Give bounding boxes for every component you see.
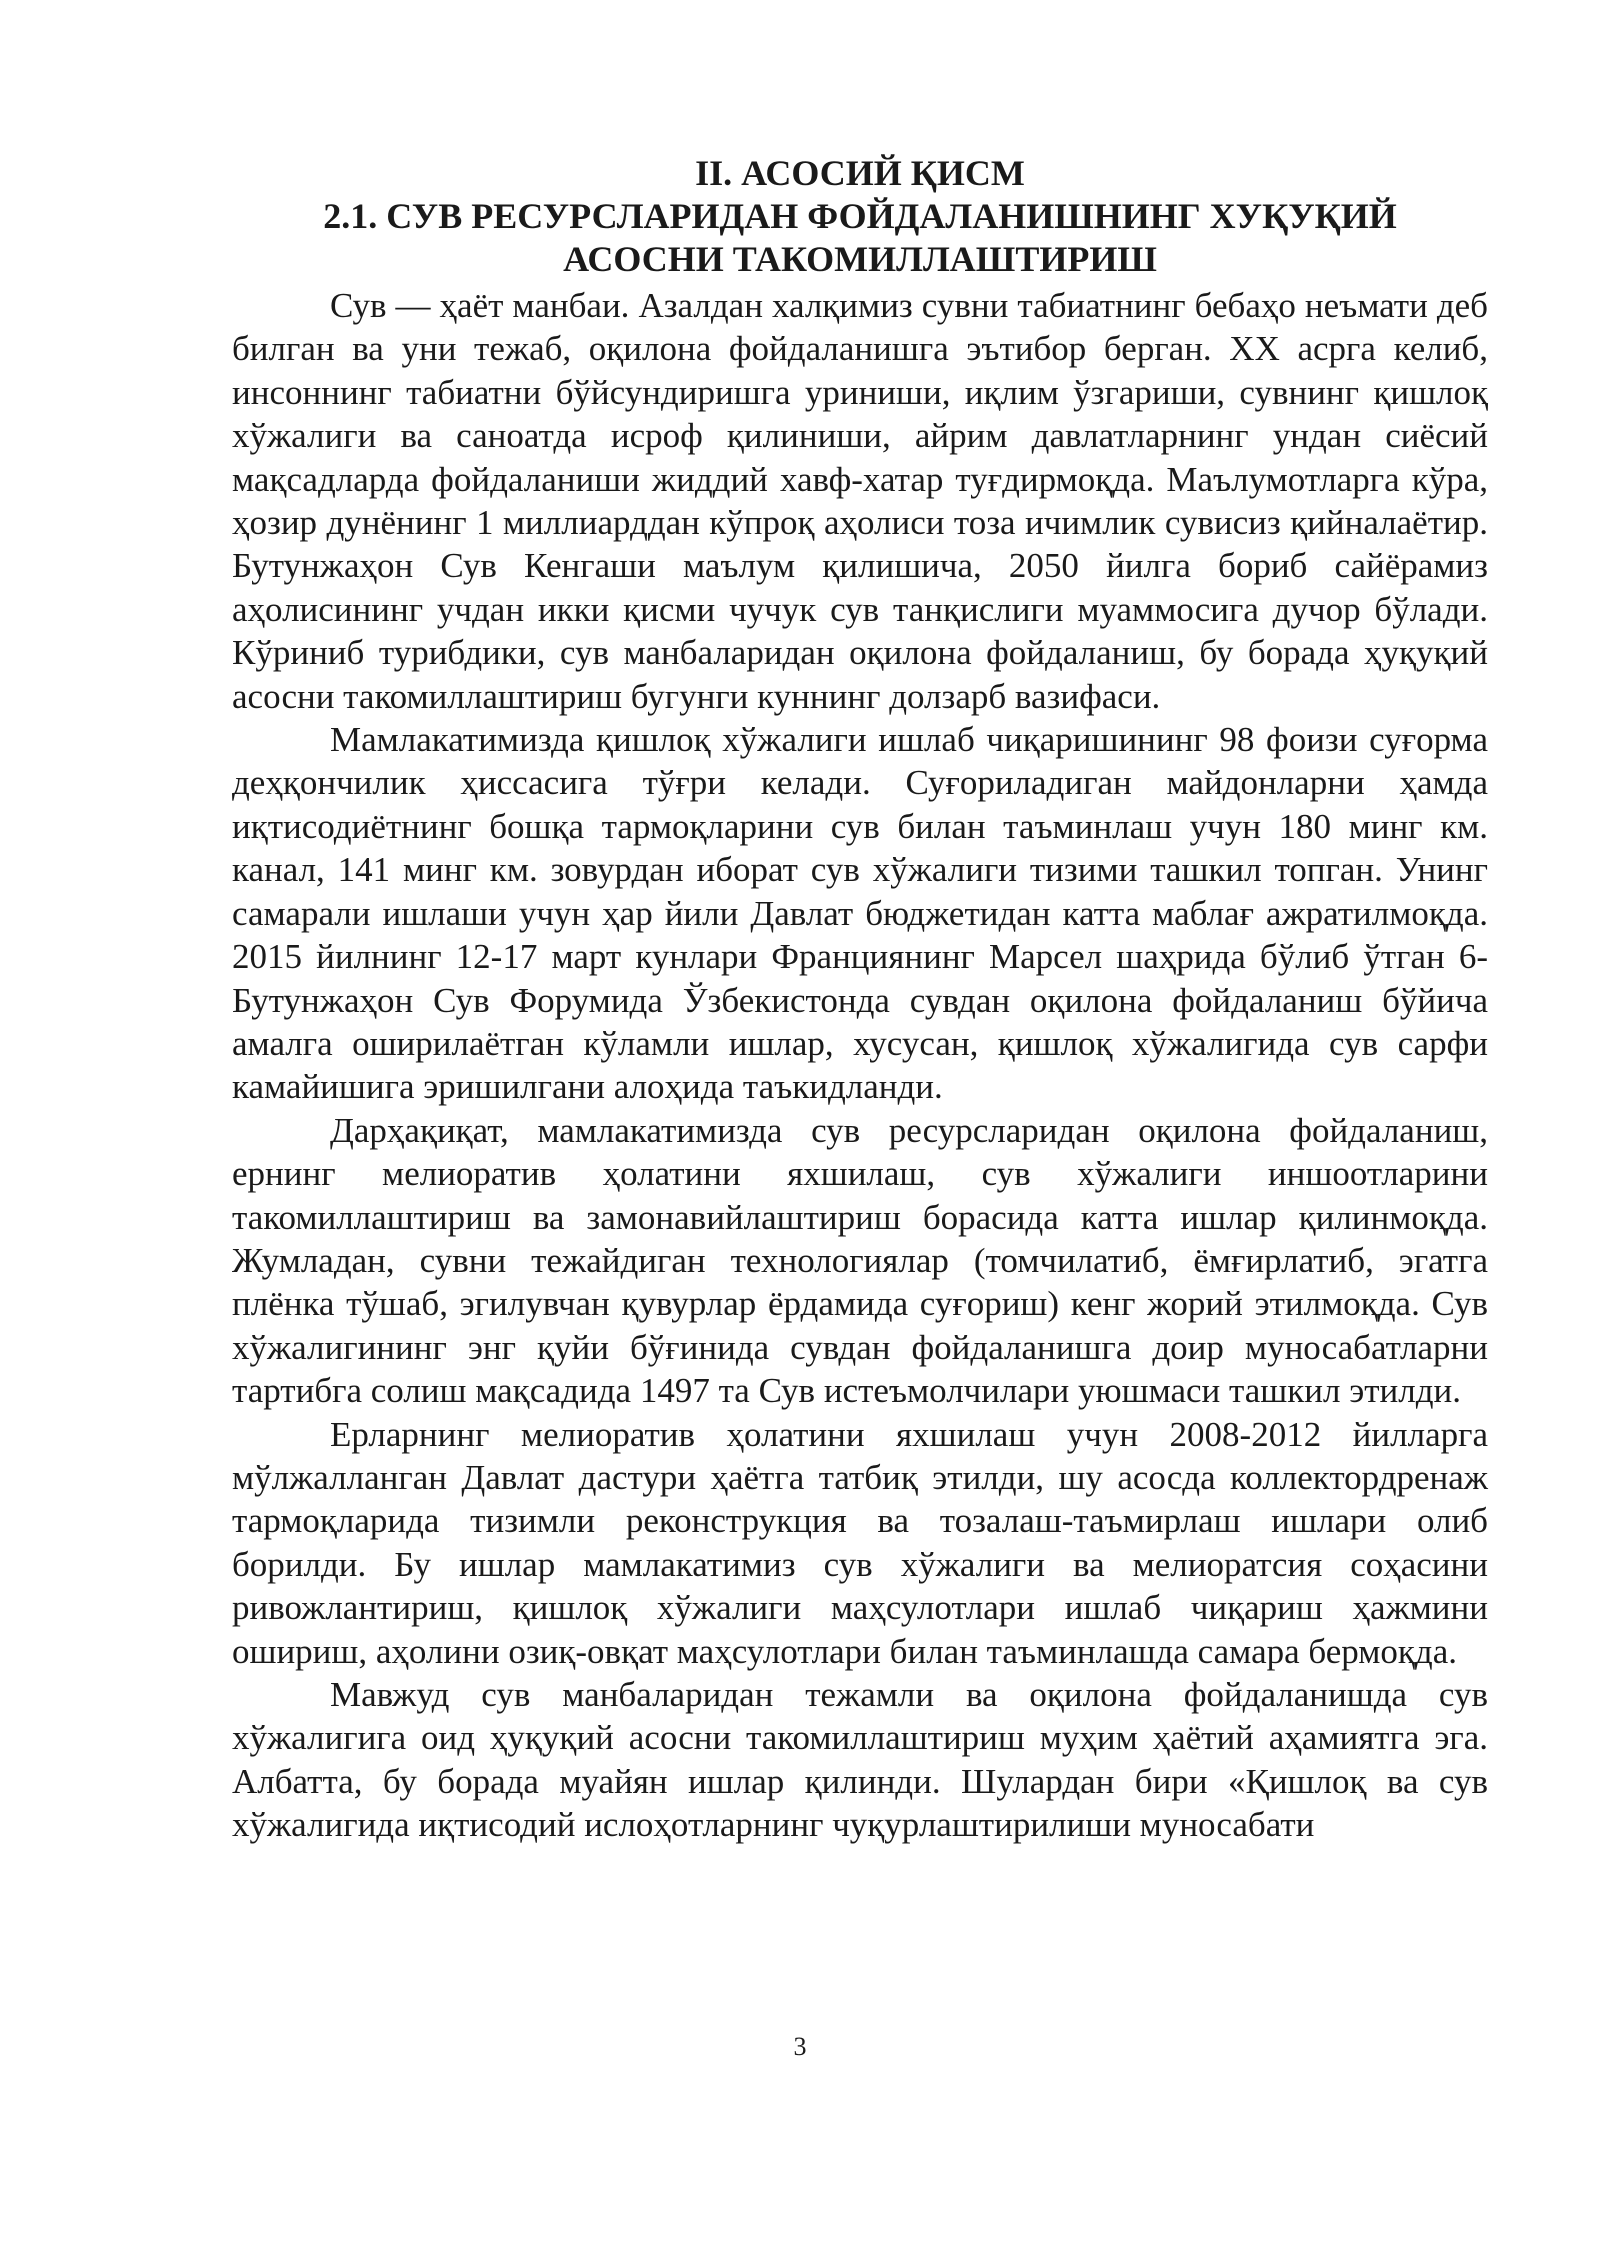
- chapter-title: II. АСОСИЙ ҚИСМ: [695, 153, 1025, 193]
- section-title-line-1: 2.1. СУВ РЕСУРСЛАРИДАН ФОЙДАЛАНИШНИНГ ХУҚУҚИЙ: [323, 196, 1397, 236]
- paragraph-1: Сув — ҳаёт манбаи. Азалдан халқимиз сувни табиатнинг бебаҳо неъмати деб билган ва уни тежаб, оқилона фойдаланишга эътибор берган. XX асрга келиб, инсоннинг табиатни бўйсундиришга уриниши, иқлим ўзгариши, сувнинг қишлоқ хўжалиги ва саноатда исроф қилиниши, айрим давлатларнинг ундан сиёсий мақсадларда фойдаланиши жиддий хавф-хатар туғдирмоқда. Маълумотларга кўра, ҳозир дунёнинг 1 миллиарддан кўпроқ аҳолиси тоза ичимлик сувисиз қийналаётир. Бутунжаҳон Сув Кенгаши маълум қилишича, 2050 йилга бориб сайёрамиз аҳолисининг учдан икки қисми чучук сув танқислиги муаммосига дучор бўлади. Кўриниб турибдики, сув манбаларидан оқилона фойдаланиш, бу борада ҳуқуқий асосни такомиллаштириш бугунги куннинг долзарб вазифаси.: [232, 286, 1488, 716]
- page-number: 3: [793, 2032, 807, 2061]
- paragraph-3: Дарҳақиқат, мамлакатимизда сув ресурсларидан оқилона фойдаланиш, ернинг мелиоратив ҳолатини яхшилаш, сув хўжалиги иншоотларини такомиллаштириш ва замонавийлаштириш борасида катта ишлар қилинмоқда. Жумладан, сувни тежайдиган технологиялар (томчилатиб, ёмғирлатиб, эгатга плёнка тўшаб, эгилувчан қувурлар ёрдамида суғориш) кенг жорий этилмоқда. Сув хўжалигининг энг қуйи бўғинида сувдан фойдаланишга доир муносабатларни тартибга солиш мақсадида 1497 та Сув истеъмолчилари уюшмаси ташкил этилди.: [232, 1110, 1488, 1411]
- section-heading: [232, 152, 1488, 281]
- paragraph-5: Мавжуд сув манбаларидан тежамли ва оқилона фойдаланишда сув хўжалигига оид ҳуқуқий асосни такомиллаштириш муҳим ҳаётий аҳамиятга эга. Албатта, бу борада муайян ишлар қилинди. Шулардан бири «Қишлоқ ва сув хўжалигида иқтисодий ислоҳотларнинг чуқурлаштирилиши муносабати: [232, 1675, 1488, 1845]
- section-title-line-2: АСОСНИ ТАКОМИЛЛАШТИРИШ: [563, 239, 1157, 279]
- body-text: [232, 284, 1488, 1847]
- paragraph-4: Ерларнинг мелиоратив ҳолатини яхшилаш учун 2008-2012 йилларга мўлжалланган Давлат дастури ҳаётга татбиқ этилди, шу асосда коллектордренаж тармоқларида тизимли реконструкция ва тозалаш-таъмирлаш ишлари олиб борилди. Бу ишлар мамлакатимиз сув хўжалиги ва мелиоратсия соҳасини ривожлантириш, қишлоқ хўжалиги маҳсулотлари ишлаб чиқариш ҳажмини ошириш, аҳолини озиқ-овқат маҳсулотлари билан таъминлашда самара бермоқда.: [232, 1414, 1488, 1671]
- document-page: [232, 152, 1488, 1847]
- paragraph-2: Мамлакатимизда қишлоқ хўжалиги ишлаб чиқаришининг 98 фоизи суғорма деҳқончилик ҳиссасига тўғри келади. Суғориладиган майдонларни ҳамда иқтисодиётнинг бошқа тармоқларини сув билан таъминлаш учун 180 минг км. канал, 141 минг км. зовурдан иборат сув хўжалиги тизими ташкил топган. Унинг самарали ишлаши учун ҳар йили Давлат бюджетидан катта маблағ ажратилмоқда. 2015 йилнинг 12-17 март кунлари Франциянинг Марсел шаҳрида бўлиб ўтган 6-Бутунжаҳон Сув Форумида Ўзбекистонда сувдан оқилона фойдаланиш бўйича амалга оширилаётган кўламли ишлар, хусусан, қишлоқ хўжалигида сув сарфи камайишига эришилгани алоҳида таъкидланди.: [232, 720, 1488, 1107]
